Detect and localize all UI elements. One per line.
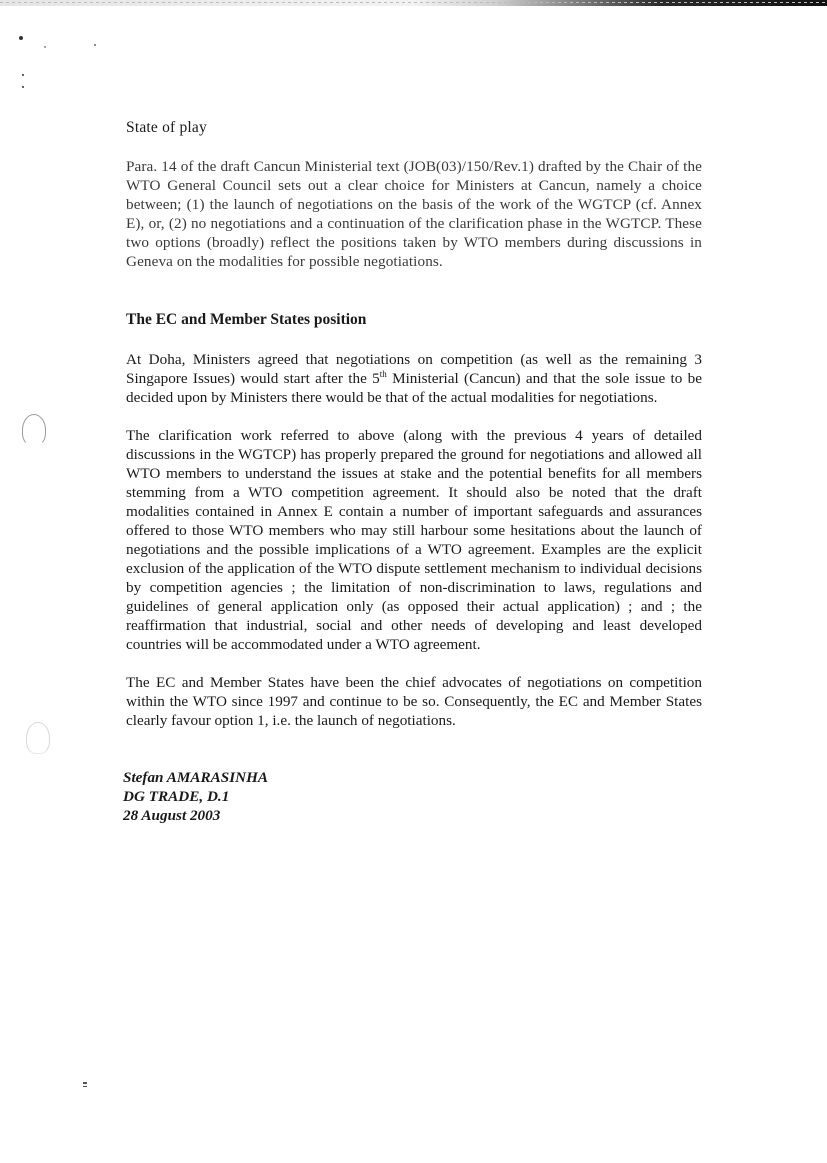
scan-speck [22,86,24,88]
paragraph: The EC and Member States have been the chief advocates of negotiations on competition within the WTO since 1997 and continue to be so. Consequently, the EC and Member States clearly favour option 1, i.e. the launch of negotiations. [126,674,702,729]
signature-name: Stefan AMARASINHA [123,769,269,786]
section-heading: State of play [126,119,207,136]
paragraph-text: Ministerial (Cancun) and that the sole issue to be decided upon by Ministers there would be that of the actual modalities for negotiations. [126,370,703,406]
document-body [123,118,703,825]
section-heading: The EC and Member States position [126,311,367,328]
paragraph [126,350,702,407]
section-state-of-play [126,118,702,271]
scan-edge-artifact [0,0,827,6]
punch-hole-mark [26,722,50,754]
scan-speck [94,44,96,46]
paragraph: The clarification work referred to above (along with the previous 4 years of detailed discussions in the WGTCP) has properly prepared the ground for negotiations and allowed all WTO members to understand the issues at stake and the potential benefits for all members stemming from a WTO competition agreement. It should also be noted that the draft modalities contained in Annex E contain a number of important safeguards and assurances offered to those WTO members who may still harbour some hesitations about the launch of negotiations and the possible implications of a WTO agreement. Examples are the explicit exclusion of the application of the WTO dispute settlement mechanism to individual decisions by competition agencies ; the limitation of non-discrimination to laws, regulations and guidelines of general application only (as opposed their actual application) ; and ; the reaffirmation that industrial, social and other needs of developing and least developed countries will be accommodated under a WTO agreement. [126,427,702,653]
section-ec-position [126,310,702,730]
scan-speck [83,1086,87,1087]
scan-speck [22,74,24,76]
signature-unit: DG TRADE, D.1 [123,788,230,805]
paragraph-text: At Doha, Ministers agreed that negotiations on competition (as well as the remaining 3 Singapore Issues) would start after the 5 [126,351,702,387]
signature-block [123,768,702,825]
scan-speck [19,36,23,40]
scan-speck [44,46,46,48]
punch-hole-mark [22,414,46,446]
paragraph: Para. 14 of the draft Cancun Ministerial text (JOB(03)/150/Rev.1) drafted by the Chair of the WTO General Council sets out a clear choice for Ministers at Cancun, namely a choice between; (1) the launch of negotiations on the basis of the work of the WGTCP (cf. Annex E), or, (2) no negotiations and a continuation of the clarification phase in the WGTCP. These two options (broadly) reflect the positions taken by WTO members during discussions in Geneva on the modalities for possible negotiations. [126,158,702,270]
signature-date: 28 August 2003 [123,807,221,824]
superscript: th [379,368,387,379]
scan-speck [83,1082,87,1084]
